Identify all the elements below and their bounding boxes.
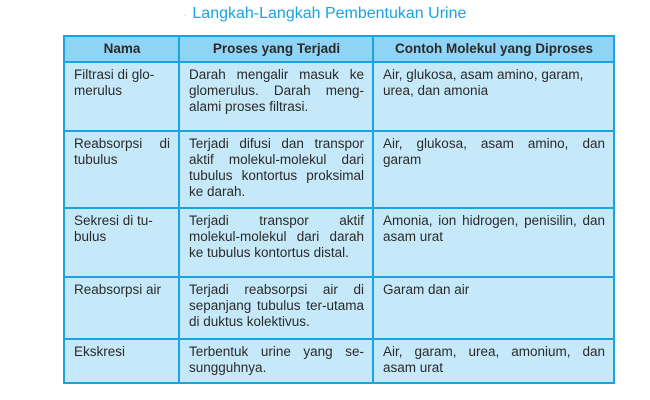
cell-proses: Darah mengalir masuk ke glomerulus. Darah meng-alami proses filtrasi. — [179, 62, 373, 131]
cell-proses: Terjadi difusi dan transpor aktif molekul-molekul dari tubulus kontortus proksimal ke darah. — [179, 131, 373, 208]
cell-contoh: Air, glukosa, asam amino, garam, urea, dan amonia — [373, 62, 614, 131]
cell-nama — [64, 62, 179, 131]
cell-nama: Ekskresi — [64, 339, 179, 383]
cell-proses: Terbentuk urine yang se-sungguhnya. — [179, 339, 373, 383]
table-row — [64, 208, 614, 277]
table-title — [0, 5, 650, 23]
header-proses: Proses yang Terjadi — [179, 36, 373, 62]
cell-proses: Terjadi reabsorpsi air di sepanjang tubulus ter-utama di duktus kolektivus. — [179, 277, 373, 339]
cell-text: Sekresi di tu- bulus — [74, 213, 153, 244]
header-contoh: Contoh Molekul yang Diproses — [373, 36, 614, 62]
cell-text: Filtrasi di glo- merulus — [74, 67, 155, 98]
table-title-text: Langkah-Langkah Pembentukan Urine — [192, 5, 467, 22]
cell-contoh: Air, garam, urea, amonium, dan asam urat — [373, 339, 614, 383]
header-nama: Nama — [64, 36, 179, 62]
table-row — [64, 339, 614, 383]
bullet-dot-icon: . — [183, 8, 187, 20]
urine-formation-table — [63, 35, 615, 384]
cell-proses: Terjadi transpor aktif molekul-molekul dari darah ke tubulus kontortus distal. — [179, 208, 373, 277]
cell-nama — [64, 208, 179, 277]
table-row — [64, 131, 614, 208]
cell-contoh: Amonia, ion hidrogen, penisilin, dan asam urat — [373, 208, 614, 277]
table-row — [64, 277, 614, 339]
cell-nama: Reabsorpsi di tubulus — [64, 131, 179, 208]
table-row — [64, 62, 614, 131]
cell-contoh: Air, glukosa, asam amino, dan garam — [373, 131, 614, 208]
cell-nama: Reabsorpsi air — [64, 277, 179, 339]
cell-contoh: Garam dan air — [373, 277, 614, 339]
table-header-row — [64, 36, 614, 62]
